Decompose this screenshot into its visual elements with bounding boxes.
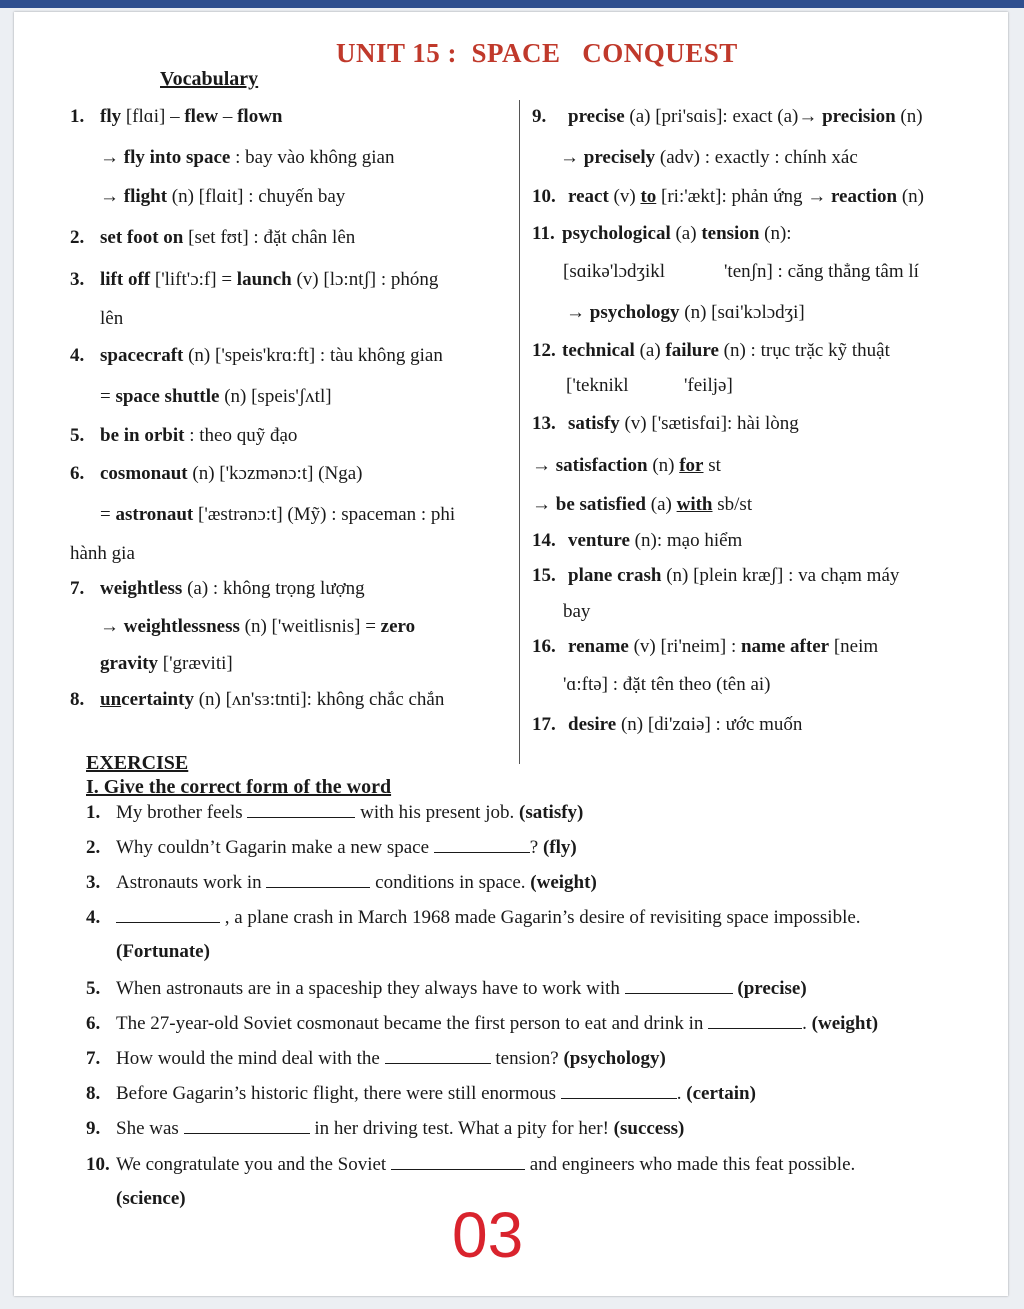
- vocab-item-3: 3. lift off ['lift'ɔ:f] = launch (v) [lɔ:ntʃ] : phóng: [70, 269, 439, 290]
- answer-blank: [116, 906, 220, 923]
- vocab-item-1a: → fly into space : bay vào không gian: [100, 147, 395, 168]
- answer-blank: [266, 871, 370, 888]
- vocab-item-16: 16. rename (v) [ri'neim] : name after [neim: [532, 636, 879, 657]
- exercise-item: 6. The 27-year-old Soviet cosmonaut became the first person to eat and drink in . (weight): [86, 1013, 879, 1034]
- vocab-item-11c: → psychology (n) [sɑi'kɔlɔdʒi]: [566, 302, 805, 323]
- answer-blank: [391, 1153, 525, 1170]
- vocab-item-13: 13. satisfy (v) ['sӕtisfɑi]: hài lòng: [532, 413, 799, 434]
- section-heading: I. Give the correct form of the word: [86, 776, 392, 798]
- page-title: UNIT 15 : SPACE CONQUEST: [336, 38, 738, 68]
- vocab-item-4b: = space shuttle (n) [speis'ʃʌtl]: [100, 386, 332, 407]
- vocab-item-14: 14. venture (n): mạo hiểm: [532, 530, 743, 551]
- exercise-item: 4. , a plane crash in March 1968 made Gagarin’s desire of revisiting space impossible.: [86, 907, 861, 928]
- answer-blank: [385, 1047, 491, 1064]
- vocab-item-17: 17. desire (n) [di'zɑiə] : ước muốn: [532, 714, 803, 735]
- vocab-item-15b: bay: [563, 601, 591, 622]
- exercise-hint-line: (Fortunate): [116, 941, 210, 962]
- vocab-item-12: 12. technical (a) failure (n) : trục trặc kỹ thuật: [532, 340, 890, 361]
- vocab-item-10: 10. react (v) to [ri:'ӕkt]: phản ứng → reaction (n): [532, 186, 925, 207]
- vocab-item-13c: → be satisfied (a) with sb/st: [532, 494, 753, 515]
- answer-blank: [708, 1012, 802, 1029]
- vocab-item-11b-b: 'tenʃn] : căng thẳng tâm lí: [724, 261, 919, 282]
- vocab-item-11b-a: [sɑikə'lɔdʒikl: [563, 261, 665, 282]
- exercise-heading: EXERCISE: [86, 752, 189, 774]
- vocab-item-9: 9. precise (a) [pri'sɑis]: exact (a)→ precision (n): [532, 106, 923, 127]
- exercise-item: 10. We congratulate you and the Soviet and engineers who made this feat possible.: [86, 1154, 856, 1175]
- vocab-item-6: 6. cosmonaut (n) ['kɔzmənɔ:t] (Nga): [70, 463, 363, 484]
- answer-blank: [625, 977, 733, 994]
- answer-blank: [434, 836, 530, 853]
- vocab-item-15: 15. plane crash (n) [plein krӕʃ] : va chạm máy: [532, 565, 900, 586]
- vocab-item-12b-b: 'feiljə]: [684, 375, 733, 396]
- vocab-item-4: 4. spacecraft (n) ['speis'krɑ:ft] : tàu không gian: [70, 345, 443, 366]
- vocab-item-1b: → flight (n) [flɑit] : chuyến bay: [100, 186, 346, 207]
- exercise-item: 1. My brother feels with his present job. (satisfy): [86, 802, 584, 823]
- answer-blank: [247, 801, 355, 818]
- vocab-item-6b: = astronaut ['æstrənɔ:t] (Mỹ) : spaceman : phi: [100, 504, 456, 525]
- vocab-item-6c: hành gia: [70, 543, 135, 564]
- vocab-item-7c: gravity ['grӕviti]: [100, 653, 233, 674]
- exercise-hint-line: (science): [116, 1188, 186, 1209]
- vocab-item-5: 5. be in orbit : theo quỹ đạo: [70, 425, 298, 446]
- vocab-item-13b: → satisfaction (n) for st: [532, 455, 721, 476]
- exercise-item: 7. How would the mind deal with the tension? (psychology): [86, 1048, 666, 1069]
- answer-blank: [561, 1082, 677, 1099]
- answer-blank: [184, 1117, 310, 1134]
- vocab-item-12b-a: ['teknikl: [566, 375, 629, 396]
- exercise-item: 8. Before Gagarin’s historic flight, there were still enormous . (certain): [86, 1083, 756, 1104]
- vocab-item-11: 11. psychological (a) tension (n):: [532, 223, 792, 244]
- vocabulary-heading: Vocabulary: [160, 68, 259, 90]
- vocab-item-9b: → precisely (adv) : exactly : chính xác: [560, 147, 858, 168]
- vocab-item-7: 7. weightless (a) : không trọng lượng: [70, 578, 365, 599]
- vocab-item-1: 1. fly [flɑi] – flew – flown: [70, 106, 283, 127]
- vocab-item-2: 2. set foot on [set fʊt] : đặt chân lên: [70, 227, 356, 248]
- exercise-item: 5. When astronauts are in a spaceship they always have to work with (precise): [86, 978, 807, 999]
- column-divider: [519, 100, 520, 764]
- exercise-item: 3. Astronauts work in conditions in space. (weight): [86, 872, 597, 893]
- vocab-item-7b: → weightlessness (n) ['weitlisnis] = zero: [100, 616, 416, 637]
- exercise-item: 2. Why couldn’t Gagarin make a new space ? (fly): [86, 837, 577, 858]
- document-page: [14, 12, 1008, 1296]
- top-border: [0, 0, 1024, 8]
- vocab-item-8: 8. uncertainty (n) [ʌn'sɜ:tnti]: không chắc chắn: [70, 689, 445, 710]
- vocab-item-3b: lên: [100, 308, 124, 329]
- exercise-item: 9. She was in her driving test. What a pity for her! (success): [86, 1118, 685, 1139]
- vocab-item-16b: 'ɑ:ftə] : đặt tên theo (tên ai): [563, 674, 771, 695]
- page-number: 03: [452, 1199, 524, 1271]
